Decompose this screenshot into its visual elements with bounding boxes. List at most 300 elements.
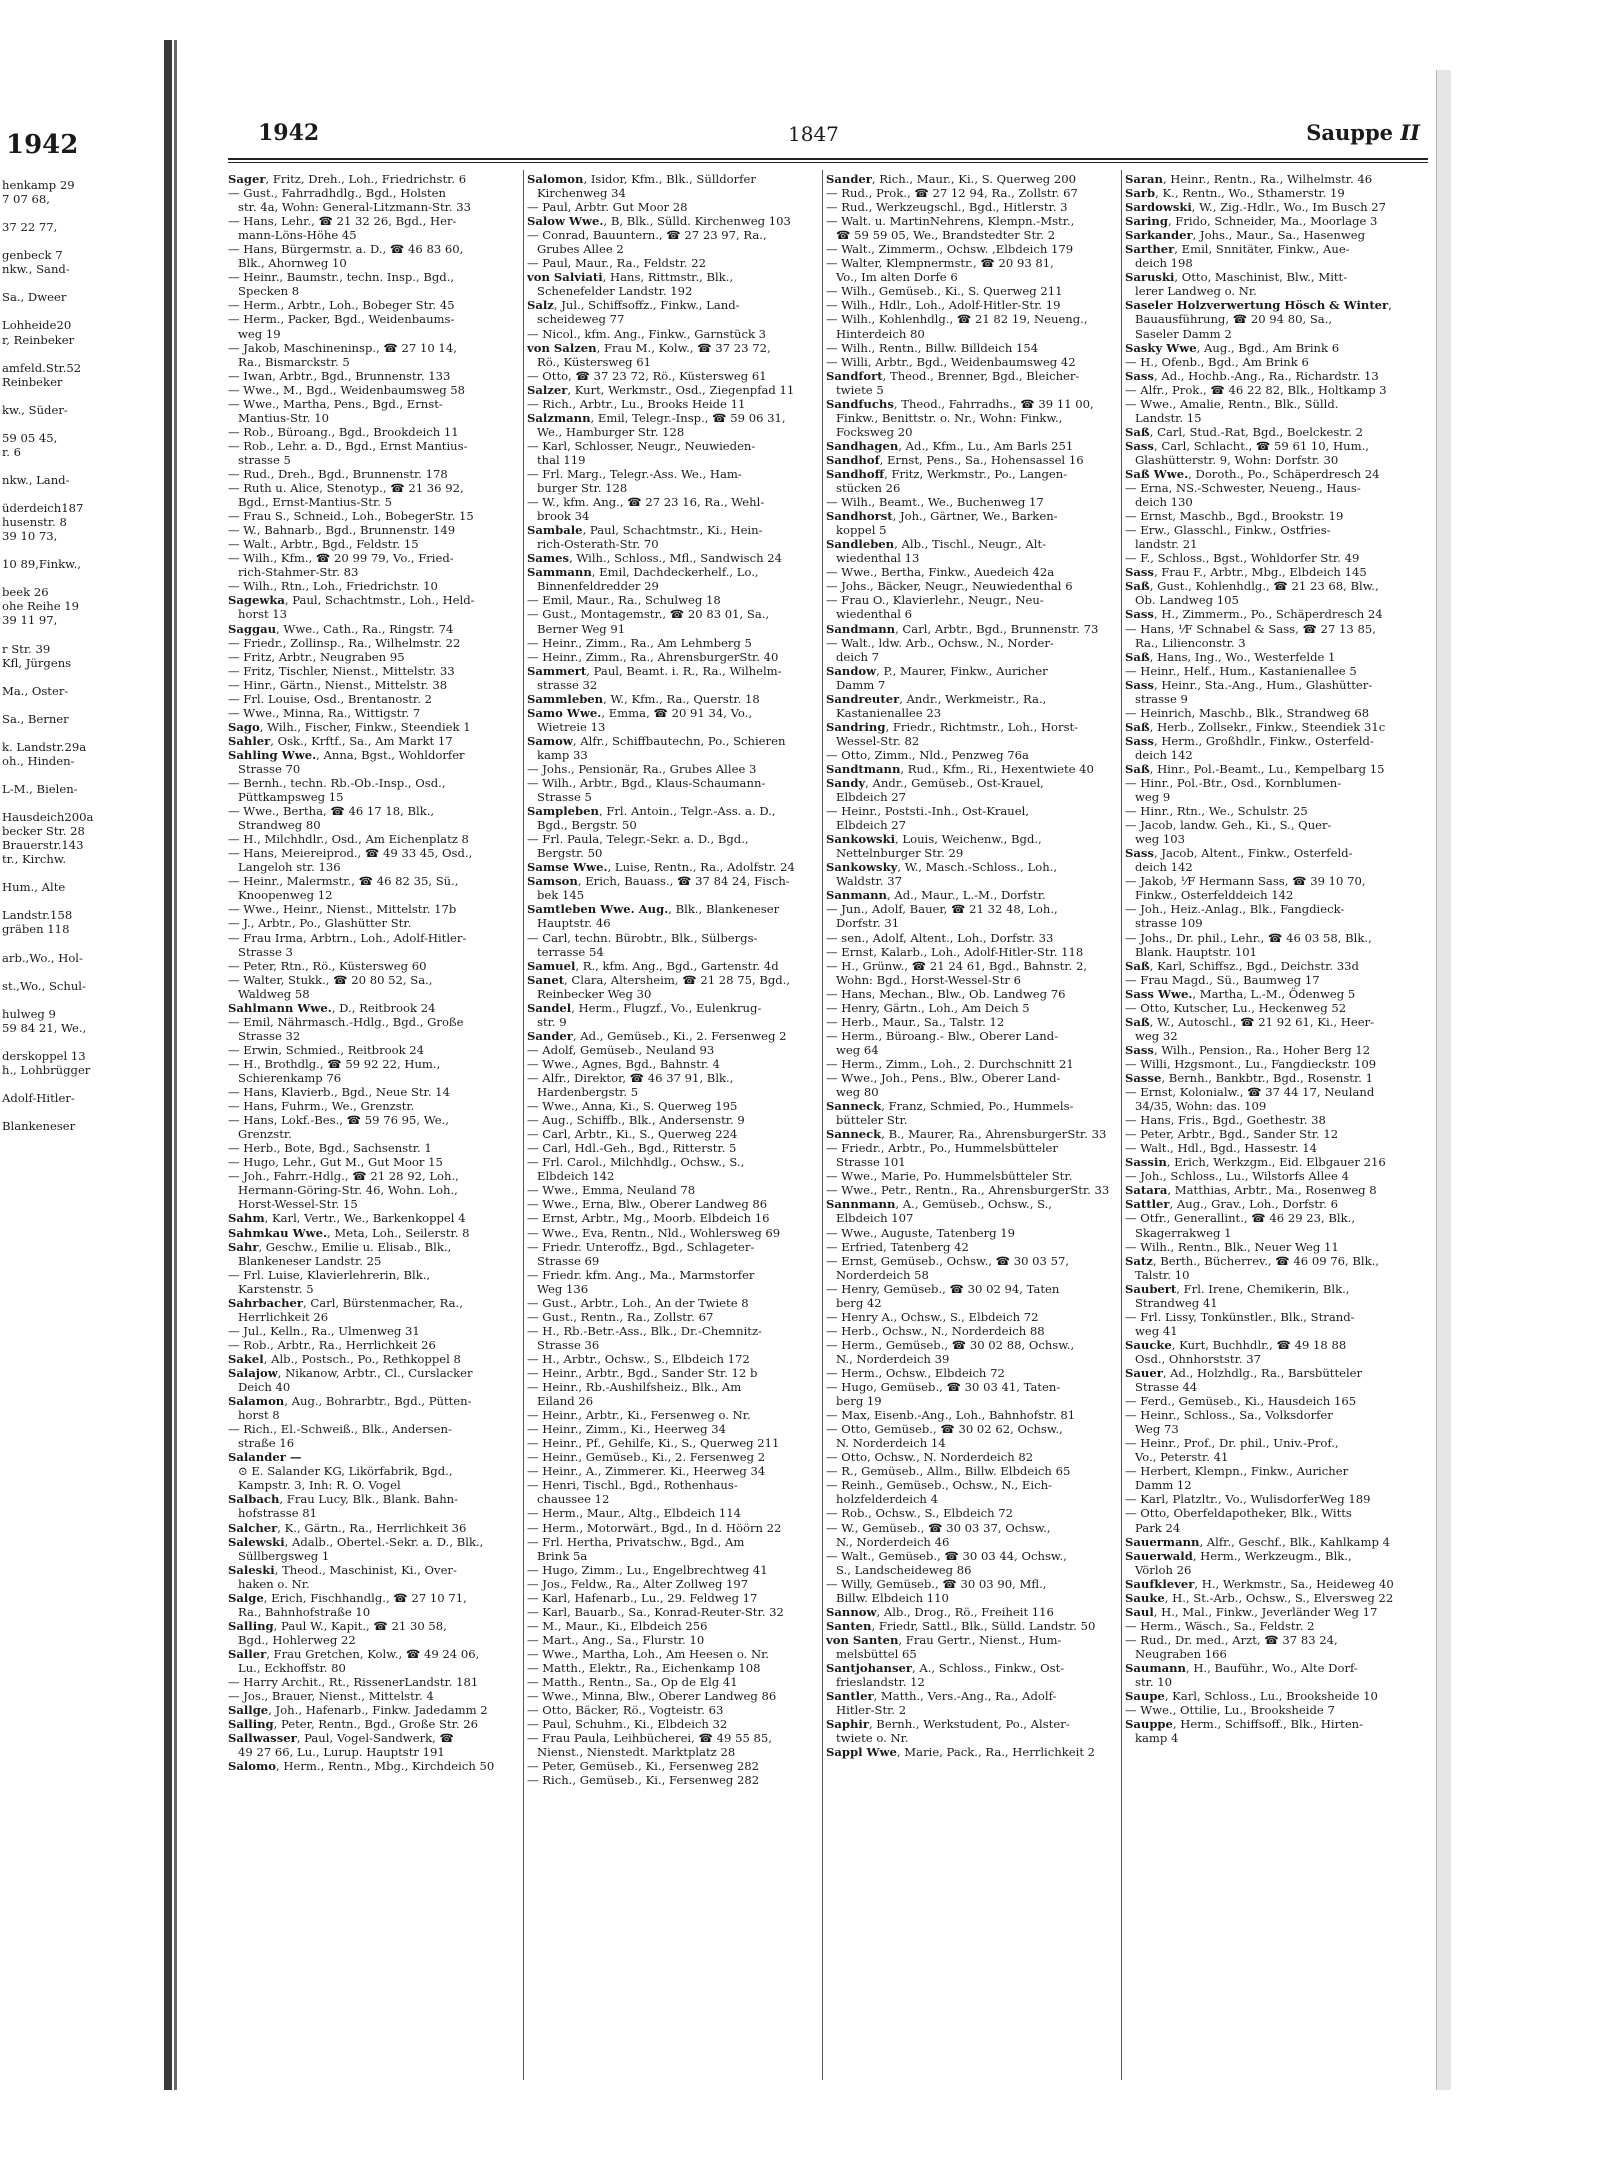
facing-page-fragment: [0, 90, 162, 2090]
entry-line: Weg 73: [1135, 1422, 1179, 1437]
entry-line: Saubert, Frl. Irene, Chemikerin, Blk.,: [1125, 1281, 1350, 1296]
entry-line: — Wwe., Auguste, Tatenberg 19: [826, 1225, 1016, 1240]
entry-line: Bergstr. 50: [537, 846, 603, 861]
entry-line: — Heinr., Helf., Hum., Kastanienallee 5: [1125, 663, 1357, 678]
entry-line: — Joh., Schloss., Lu., Wilstorfs Allee 4: [1125, 1169, 1349, 1184]
entry-line: Kirchenweg 34: [537, 186, 626, 201]
entry-line: — Otfr., Generallint., ☎ 46 29 23, Blk.,: [1125, 1211, 1356, 1226]
directory-entry: [1125, 1366, 1416, 1535]
entry-line: Sallwasser, Paul, Vogel-Sandwerk, ☎: [228, 1731, 454, 1746]
entry-line: Salzer, Kurt, Werkmstr., Osd., Ziegenpfad 11: [527, 382, 795, 397]
entry-line: — Paul, Arbtr. Gut Moor 28: [527, 200, 688, 215]
entry-line: Sandmann, Carl, Arbtr., Bgd., Brunnenstr. 73: [826, 621, 1099, 636]
facing-page-line: h., Lohbrügger: [2, 1062, 91, 1077]
entry-line: — Jakob, Maschineninsp., ☎ 27 10 14,: [228, 340, 457, 355]
entry-line: — Hugo, Gemüseb., ☎ 30 03 41, Taten-: [826, 1380, 1061, 1395]
directory-entry: [228, 1563, 519, 1591]
directory-entry: [1125, 1689, 1416, 1717]
facing-page-line: [2, 670, 160, 684]
entry-line: Sass, Jacob, Altent., Finkw., Osterfeld-: [1125, 846, 1353, 861]
entry-line: — Wilh., Kfm., ☎ 20 99 79, Vo., Fried-: [228, 551, 454, 566]
entry-line: Satz, Berth., Bücherrev., ☎ 46 09 76, Blk.,: [1125, 1253, 1380, 1268]
entry-line: Samse Wwe., Luise, Rentn., Ra., Adolfstr. 24: [527, 860, 795, 875]
entry-line: — Frl. Marg., Telegr.-Ass. We., Ham-: [527, 466, 742, 481]
entry-line: Sago, Wilh., Fischer, Finkw., Steendiek 1: [228, 719, 471, 734]
entry-line: Sauerwald, Herm., Werkzeugm., Blk.,: [1125, 1548, 1352, 1563]
directory-entry: [1125, 734, 1416, 762]
entry-line: — Walt., ldw. Arb., Ochsw., N., Norder-: [826, 635, 1054, 650]
entry-line: Sandfuchs, Theod., Fahrradhs., ☎ 39 11 00,: [826, 396, 1094, 411]
entry-line: — Carl, techn. Bürobtr., Blk., Sülbergs-: [527, 930, 758, 945]
entry-line: Sandfort, Theod., Brenner, Bgd., Bleicher-: [826, 368, 1080, 383]
facing-page-line: k. Landstr.29a: [2, 739, 87, 754]
entry-line: — Joh., Fahrr.-Hdlg., ☎ 21 28 92, Loh.,: [228, 1169, 459, 1184]
entry-line: — Peter, Gemüseb., Ki., Fersenweg 282: [527, 1759, 759, 1774]
entry-line: Nettelnburger Str. 29: [836, 846, 964, 861]
directory-entry: [527, 298, 818, 340]
facing-page-line: [2, 726, 160, 740]
entry-line: Sandhorst, Joh., Gärtner, We., Barken-: [826, 509, 1058, 524]
directory-entry: [826, 664, 1117, 692]
entry-line: Osd., Ohnhorststr. 37: [1135, 1351, 1261, 1366]
entry-line: — Iwan, Arbtr., Bgd., Brunnenstr. 133: [228, 368, 451, 383]
entry-line: Neugraben 166: [1135, 1646, 1227, 1661]
entry-line: — Heinr., A., Zimmerer. Ki., Heerweg 34: [527, 1464, 766, 1479]
directory-entry: [527, 565, 818, 663]
entry-line: str. 4a, Wohn: General-Litzmann-Str. 33: [238, 200, 471, 215]
entry-line: Saß, Hinr., Pol.-Beamt., Lu., Kempelbarg 15: [1125, 761, 1385, 776]
entry-line: Mantius-Str. 10: [238, 410, 329, 425]
facing-page-line: [2, 417, 160, 431]
entry-line: — Fritz, Tischler, Nienst., Mittelstr. 33: [228, 663, 455, 678]
entry-line: — Heinr., Prof., Dr. phil., Univ.-Prof.,: [1125, 1436, 1339, 1451]
header-rule-thin: [228, 162, 1428, 163]
entry-line: — Walt., Zimmerm., Ochsw. ,Elbdeich 179: [826, 242, 1074, 257]
entry-line: holzfelderdeich 4: [836, 1492, 938, 1507]
entry-line: Strasse 5: [537, 790, 592, 805]
directory-entry: [826, 537, 1117, 621]
entry-line: — Jos., Feldw., Ra., Alter Zollweg 197: [527, 1576, 749, 1591]
entry-line: — Jul., Kelln., Ra., Ulmenweg 31: [228, 1323, 420, 1338]
entry-line: Elbdeich 142: [537, 1169, 615, 1184]
directory-entry: [1125, 1197, 1416, 1253]
entry-line: Sahmkau Wwe., Meta, Loh., Seilerstr. 8: [228, 1225, 470, 1240]
directory-entry: [527, 411, 818, 523]
entry-line: — Harry Archit., Rt., RissenerLandstr. 181: [228, 1675, 479, 1690]
entry-line: Salling, Peter, Rentn., Bgd., Große Str. 26: [228, 1717, 479, 1732]
entry-line: strasse 109: [1135, 916, 1203, 931]
entry-line: — Hans, Meiereiprod., ☎ 49 33 45, Osd.,: [228, 846, 473, 861]
entry-line: Elbdeich 27: [836, 790, 906, 805]
entry-line: Schierenkamp 76: [238, 1071, 342, 1085]
entry-line: Karstenstr. 5: [238, 1281, 314, 1296]
entry-line: Strandweg 80: [238, 818, 321, 833]
entry-line: Sander, Ad., Gemüseb., Ki., 2. Fersenweg 2: [527, 1028, 787, 1043]
entry-line: — Frl. Hertha, Privatschw., Bgd., Am: [527, 1534, 745, 1549]
entry-line: — Heinr., Rb.-Aushilfsheiz., Blk., Am: [527, 1380, 742, 1395]
entry-line: — Heinr., Zimm., Ra., AhrensburgerStr. 40: [527, 649, 779, 664]
directory-entry: [1125, 1605, 1416, 1661]
entry-line: — Paul, Schuhm., Ki., Elbdeich 32: [527, 1717, 728, 1732]
entry-line: Saphir, Bernh., Werkstudent, Po., Alster-: [826, 1717, 1070, 1732]
directory-entry: [826, 720, 1117, 762]
entry-line: — Otto, Bäcker, Rö., Vogteistr. 63: [527, 1703, 724, 1718]
entry-line: — Wilh., Rtn., Loh., Friedrichstr. 10: [228, 579, 438, 594]
entry-line: rich-Stahmer-Str. 83: [238, 565, 359, 580]
entry-line: Salbach, Frau Lucy, Blk., Blank. Bahn-: [228, 1492, 459, 1507]
entry-line: Norderdeich 58: [836, 1267, 929, 1282]
directory-entry: [228, 1717, 519, 1731]
entry-line: — Herm., Ochsw., Elbdeich 72: [826, 1365, 1005, 1380]
entry-line: — Hans, Fris., Bgd., Goethestr. 38: [1125, 1113, 1326, 1128]
directory-entry: [527, 551, 818, 565]
entry-line: Dorfstr. 31: [836, 916, 900, 931]
entry-line: Samson, Erich, Bauass., ☎ 37 84 24, Fisch-: [527, 874, 790, 889]
entry-line: — Rud., Dr. med., Arzt, ☎ 37 83 24,: [1125, 1632, 1338, 1647]
directory-entry: [228, 1211, 519, 1225]
directory-entry: [1125, 298, 1416, 340]
entry-line: str. 9: [537, 1014, 567, 1029]
entry-line: Sandtmann, Rud., Kfm., Ri., Hexentwiete 40: [826, 761, 1094, 776]
entry-line: 34/35, Wohn: das. 109: [1135, 1099, 1267, 1114]
directory-entry: [228, 734, 519, 748]
entry-line: Bgd., Ernst-Mantius-Str. 5: [238, 495, 392, 510]
facing-page-line: henkamp 29: [2, 178, 75, 192]
entry-line: Saß, Karl, Schiffsz., Bgd., Deichstr. 33d: [1125, 958, 1359, 973]
entry-line: wiedenthal 6: [836, 607, 913, 622]
entry-line: — Heinr., Zimm., Ra., Am Lehmberg 5: [527, 635, 752, 650]
entry-line: Sahm, Karl, Vertr., We., Barkenkoppel 4: [228, 1211, 466, 1226]
entry-line: terrasse 54: [537, 944, 604, 959]
entry-line: Sass, Wilh., Pension., Ra., Hoher Berg 12: [1125, 1042, 1371, 1057]
entry-line: — Otto, Gemüseb., ☎ 30 02 62, Ochsw.,: [826, 1422, 1063, 1437]
entry-line: — Karl, Schlosser, Neugr., Neuwieden-: [527, 438, 756, 453]
entry-line: Sammleben, W., Kfm., Ra., Querstr. 18: [527, 691, 760, 706]
entry-line: — Henri, Tischl., Bgd., Rothenhaus-: [527, 1478, 738, 1493]
entry-line: Waldstr. 37: [836, 874, 902, 889]
entry-line: Ra., Bismarckstr. 5: [238, 354, 350, 369]
column-divider: [1121, 170, 1122, 2080]
directory-entry: [1125, 1549, 1416, 1577]
directory-column-1: [228, 172, 519, 1773]
entry-line: — Heinr., Arbtr., Ki., Fersenweg o. Nr.: [527, 1408, 751, 1423]
directory-entry: [527, 734, 818, 804]
directory-entry: [1125, 172, 1416, 186]
entry-line: weg 80: [836, 1085, 879, 1100]
entry-line: Binnenfeldredder 29: [537, 579, 659, 594]
entry-line: — Karl, Hafenarb., Lu., 29. Feldweg 17: [527, 1590, 758, 1605]
entry-line: — Bernh., techn. Rb.-Ob.-Insp., Osd.,: [228, 776, 446, 791]
facing-page-line: [2, 768, 160, 782]
entry-line: — Jos., Brauer, Nienst., Mittelstr. 4: [228, 1689, 434, 1704]
facing-page-line: Ma., Oster-: [2, 683, 69, 698]
entry-line: hofstrasse 81: [238, 1506, 317, 1521]
directory-entry: [228, 622, 519, 720]
directory-entry: [228, 1226, 519, 1240]
facing-page-line: [2, 487, 160, 501]
entry-line: Knoopenweg 12: [238, 888, 333, 903]
directory-entry: [826, 1745, 1117, 1759]
directory-entry: [228, 1450, 519, 1492]
entry-line: — Hans, Fuhrm., We., Grenzstr.: [228, 1099, 415, 1114]
entry-line: Samo Wwe., Emma, ☎ 20 91 34, Vo.,: [527, 705, 753, 720]
entry-line: — Herm., Wäsch., Sa., Feldstr. 2: [1125, 1618, 1315, 1633]
entry-line: — Carl, Arbtr., Ki., S., Querweg 224: [527, 1127, 738, 1142]
directory-entry: [527, 1029, 818, 1788]
directory-entry: [527, 383, 818, 411]
entry-line: — Wilh., Beamt., We., Buchenweg 17: [826, 495, 1044, 510]
entry-line: Herrlichkeit 26: [238, 1309, 329, 1324]
facing-page-line: [2, 543, 160, 557]
entry-line: Sammert, Paul, Beamt. i. R., Ra., Wilhelm-: [527, 663, 782, 678]
entry-line: — Friedr. Unteroffz., Bgd., Schlageter-: [527, 1239, 755, 1254]
directory-entry: [1125, 228, 1416, 242]
entry-line: Sallge, Joh., Hafenarb., Finkw. Jadedamm 2: [228, 1703, 488, 1718]
entry-line: — Wwe., Agnes, Bgd., Bahnstr. 4: [527, 1056, 720, 1071]
facing-page-line: [2, 234, 160, 248]
directory-entry: [527, 860, 818, 874]
entry-line: — Otto, ☎ 37 23 72, Rö., Küstersweg 61: [527, 368, 767, 383]
directory-entry: [228, 1394, 519, 1450]
entry-line: Santjohanser, A., Schloss., Finkw., Ost-: [826, 1660, 1065, 1675]
entry-line: Sambale, Paul, Schachtmstr., Ki., Hein-: [527, 523, 763, 538]
entry-line: — Herb., Bote, Bgd., Sachsenstr. 1: [228, 1141, 432, 1156]
facing-page-line: [2, 276, 160, 290]
entry-line: — W., kfm. Ang., ☎ 27 23 16, Ra., Wehl-: [527, 495, 765, 510]
directory-entry: [527, 804, 818, 860]
entry-line: — Erw., Glasschl., Finkw., Ostfries-: [1125, 523, 1331, 538]
entry-line: — Wwe., Bertha, Finkw., Auedeich 42a: [826, 565, 1055, 580]
entry-line: — Wwe., Amalie, Rentn., Blk., Sülld.: [1125, 396, 1339, 411]
directory-entry: [826, 1633, 1117, 1661]
entry-line: Saggau, Wwe., Cath., Ra., Ringstr. 74: [228, 621, 454, 636]
entry-line: Satara, Matthias, Arbtr., Ma., Rosenweg 8: [1125, 1183, 1377, 1198]
facing-page-line: [2, 894, 160, 908]
entry-line: — Hans, Klavierb., Bgd., Neue Str. 14: [228, 1085, 450, 1100]
directory-entry: [826, 832, 1117, 860]
directory-entry: [1125, 1254, 1416, 1282]
entry-line: Sahrbacher, Carl, Bürstenmacher, Ra.,: [228, 1295, 463, 1310]
entry-line: Sankowsky, W., Masch.-Schloss., Loh.,: [826, 860, 1058, 875]
entry-line: Focksweg 20: [836, 424, 913, 439]
entry-line: Sass, Carl, Schlacht., ☎ 59 61 10, Hum.,: [1125, 438, 1369, 453]
entry-line: — Hinr., Pol.-Btr., Osd., Kornblumen-: [1125, 776, 1342, 791]
directory-entry: [1125, 1577, 1416, 1591]
directory-entry: [527, 959, 818, 973]
entry-line: bek 145: [537, 888, 585, 903]
entry-line: — Frau Paula, Leihbücherei, ☎ 49 55 85,: [527, 1731, 772, 1746]
entry-line: — Johs., Dr. phil., Lehr., ☎ 46 03 58, Blk.,: [1125, 930, 1372, 945]
entry-line: Lu., Eckhoffstr. 80: [238, 1660, 346, 1675]
directory-entry: [826, 762, 1117, 776]
directory-entry: [527, 874, 818, 902]
facing-page-line: 39 10 73,: [2, 529, 58, 544]
entry-line: mann-Löns-Höhe 45: [238, 228, 357, 243]
facing-page-line: ohe Reihe 19: [2, 599, 80, 614]
entry-line: Sannow, Alb., Drog., Rö., Freiheit 116: [826, 1604, 1054, 1619]
entry-line: — Frl. Paula, Telegr.-Sekr. a. D., Bgd.,: [527, 832, 749, 847]
directory-entry: [1125, 1591, 1416, 1605]
entry-line: Sarther, Emil, Snnitäter, Finkw., Aue-: [1125, 242, 1350, 257]
directory-entry: [228, 1759, 519, 1773]
entry-line: Wietreie 13: [537, 719, 606, 734]
entry-line: — Johs., Pensionär, Ra., Grubes Allee 3: [527, 761, 757, 776]
directory-entry: [527, 1001, 818, 1029]
entry-line: horst 13: [238, 607, 288, 622]
entry-line: Damm 12: [1135, 1478, 1192, 1493]
entry-line: Salander —: [228, 1450, 302, 1465]
entry-line: Langeloh str. 136: [238, 860, 341, 875]
facing-page-line: 10 89,Finkw.,: [2, 557, 82, 572]
facing-page-line: [2, 993, 160, 1007]
directory-entry: [1125, 425, 1416, 439]
entry-line: — Alfr., Direktor, ☎ 46 37 91, Blk.,: [527, 1071, 734, 1085]
entry-line: Hitler-Str. 2: [836, 1703, 907, 1718]
entry-line: Finkw., Benittstr. o. Nr., Wohn: Finkw.,: [836, 410, 1063, 425]
entry-line: — Frau Irma, Arbtrn., Loh., Adolf-Hitler-: [228, 930, 467, 945]
directory-entry: [1125, 1155, 1416, 1183]
entry-line: — Wwe., Heinr., Nienst., Mittelstr. 17b: [228, 902, 457, 917]
entry-line: — Willy, Gemüseb., ☎ 30 03 90, Mfl.,: [826, 1576, 1047, 1591]
entry-line: Saß, Herb., Zollsekr., Finkw., Steendiek 31c: [1125, 719, 1386, 734]
entry-line: Sahr, Geschw., Emilie u. Elisab., Blk.,: [228, 1239, 452, 1254]
entry-line: Hauptstr. 46: [537, 916, 611, 931]
entry-line: — Adolf, Gemüseb., Neuland 93: [527, 1042, 715, 1057]
facing-page-line: derskoppel 13: [2, 1048, 86, 1063]
entry-line: — Wwe., Martha, Loh., Am Heesen o. Nr.: [527, 1646, 770, 1661]
entry-line: — Willi, Arbtr., Bgd., Weidenbaumsweg 42: [826, 354, 1076, 369]
entry-line: scheideweg 77: [537, 312, 625, 327]
directory-entry: [228, 1521, 519, 1535]
entry-line: — Ernst, Maschb., Bgd., Brookstr. 19: [1125, 509, 1344, 524]
entry-line: melsbüttel 65: [836, 1646, 917, 1661]
entry-line: — Emil, Nährmasch.-Hdlg., Bgd., Große: [228, 1014, 464, 1029]
entry-line: — Rich., El.-Schweiß., Blk., Andersen-: [228, 1422, 452, 1437]
facing-page-line: [2, 698, 160, 712]
directory-entry: [228, 1619, 519, 1647]
directory-entry: [1125, 1717, 1416, 1745]
entry-line: Bgd., Hohlerweg 22: [238, 1632, 356, 1647]
entry-line: — Gust., Fahrradhdlg., Bgd., Holsten: [228, 186, 446, 201]
entry-line: weg 41: [1135, 1323, 1178, 1338]
entry-line: berg 42: [836, 1295, 882, 1310]
facing-page-line: [2, 571, 160, 585]
facing-page-line: 7 07 68,: [2, 192, 50, 207]
entry-line: deich 198: [1135, 256, 1193, 271]
facing-page-line: kw., Süder-: [2, 402, 68, 417]
entry-line: deich 142: [1135, 747, 1193, 762]
entry-line: — Rud., Prok., ☎ 27 12 94, Ra., Zollstr. 67: [826, 186, 1078, 201]
entry-line: — Fritz, Arbtr., Neugraben 95: [228, 649, 405, 664]
entry-line: Hinterdeich 80: [836, 326, 925, 341]
entry-line: Saller, Frau Gretchen, Kolw., ☎ 49 24 06,: [228, 1646, 480, 1661]
directory-entry: [527, 706, 818, 734]
entry-line: Brink 5a: [537, 1548, 588, 1563]
directory-entry: [228, 172, 519, 593]
page-edge: [1436, 70, 1451, 2090]
entry-line: Glashütterstr. 9, Wohn: Dorfstr. 30: [1135, 452, 1339, 467]
entry-line: Strasse 70: [238, 761, 301, 776]
entry-line: Sandhof, Ernst, Pens., Sa., Hohensassel 16: [826, 452, 1084, 467]
entry-line: — Rich., Arbtr., Lu., Brooks Heide 11: [527, 396, 746, 411]
entry-line: — Heinr., Poststi.-Inh., Ost-Krauel,: [826, 804, 1030, 819]
entry-line: — Rud., Dreh., Bgd., Brunnenstr. 178: [228, 466, 448, 481]
facing-page-line: [2, 965, 160, 979]
entry-line: Saruski, Otto, Maschinist, Blw., Mitt-: [1125, 270, 1348, 285]
directory-entry: [1125, 1282, 1416, 1338]
entry-line: Salewski, Adalb., Obertel.-Sekr. a. D., Blk.,: [228, 1534, 484, 1549]
entry-line: — Rob., Lehr. a. D., Bgd., Ernst Mantius-: [228, 438, 468, 453]
facing-page-line: Sa., Dweer: [2, 290, 67, 305]
facing-page-line: L-M., Bielen-: [2, 782, 78, 797]
facing-page-line: [2, 347, 160, 361]
entry-line: twiete 5: [836, 382, 884, 397]
facing-page-line: [2, 1105, 160, 1119]
facing-page-line: [2, 796, 160, 810]
directory-entry: [527, 270, 818, 298]
entry-line: Saran, Heinr., Rentn., Ra., Wilhelmstr. 46: [1125, 172, 1373, 186]
facing-page-line: [2, 459, 160, 473]
facing-page-text: [2, 178, 160, 1133]
entry-line: Sanneck, B., Maurer, Ra., AhrensburgerStr. 33: [826, 1127, 1107, 1142]
entry-line: — J., Arbtr., Po., Glashütter Str.: [228, 916, 412, 931]
entry-line: Sass, H., Zimmerm., Po., Schäperdresch 24: [1125, 607, 1383, 622]
entry-line: — W., Gemüseb., ☎ 30 03 37, Ochsw.,: [826, 1520, 1051, 1535]
directory-entry: [1125, 1338, 1416, 1366]
entry-line: burger Str. 128: [537, 481, 628, 496]
directory-entry: [826, 776, 1117, 832]
entry-line: strasse 32: [537, 677, 598, 692]
entry-line: deich 130: [1135, 495, 1193, 510]
entry-line: N., Norderdeich 46: [836, 1534, 950, 1549]
directory-entry: [228, 720, 519, 734]
entry-line: Sattler, Aug., Grav., Loh., Dorfstr. 6: [1125, 1197, 1339, 1212]
directory-entry: [1125, 1043, 1416, 1071]
entry-line: — sen., Adolf, Altent., Loh., Dorfstr. 33: [826, 930, 1054, 945]
directory-entry: [1125, 1071, 1416, 1155]
directory-entry: [228, 1352, 519, 1366]
entry-line: Billw. Elbdeich 110: [836, 1590, 949, 1605]
directory-entry: [228, 1703, 519, 1717]
directory-entry: [826, 1099, 1117, 1127]
entry-line: — M., Maur., Ki., Elbdeich 256: [527, 1618, 708, 1633]
entry-line: — Otto, Ochsw., N. Norderdeich 82: [826, 1450, 1034, 1465]
directory-entry: [228, 1731, 519, 1759]
directory-entry: [527, 692, 818, 706]
entry-line: — Friedr., Arbtr., Po., Hummelsbütteler: [826, 1141, 1058, 1156]
facing-page-line: [2, 304, 160, 318]
entry-line: horst 8: [238, 1408, 280, 1423]
entry-line: Sandhagen, Ad., Kfm., Lu., Am Barls 251: [826, 438, 1074, 453]
facing-page-line: [2, 389, 160, 403]
entry-line: Wohn: Bgd., Horst-Wessel-Str 6: [836, 972, 1022, 987]
entry-line: — Matth., Rentn., Sa., Op de Elg 41: [527, 1675, 738, 1690]
entry-line: — Hans, Bürgermstr. a. D., ☎ 46 83 60,: [228, 242, 464, 257]
entry-line: Sardowski, W., Zig.-Hdlr., Wo., Im Busch 27: [1125, 200, 1387, 215]
entry-line: N. Norderdeich 14: [836, 1436, 946, 1451]
directory-entry: [826, 439, 1117, 453]
directory-entry: [228, 1366, 519, 1394]
entry-line: — Wilh., Kohlenhdlg., ☎ 21 82 19, Neueng.,: [826, 312, 1088, 327]
directory-entry: [826, 172, 1117, 369]
entry-line: — Paul, Maur., Ra., Feldstr. 22: [527, 256, 706, 271]
facing-page-line: [2, 1035, 160, 1049]
entry-line: Sammann, Emil, Dachdeckerhelf., Lo.,: [527, 565, 759, 580]
entry-line: — Herb., Ochsw., N., Norderdeich 88: [826, 1323, 1045, 1338]
entry-line: Saß Wwe., Doroth., Po., Schäperdresch 24: [1125, 466, 1380, 481]
facing-page-line: Adolf-Hitler-: [2, 1091, 75, 1106]
entry-line: Specken 8: [238, 284, 300, 299]
